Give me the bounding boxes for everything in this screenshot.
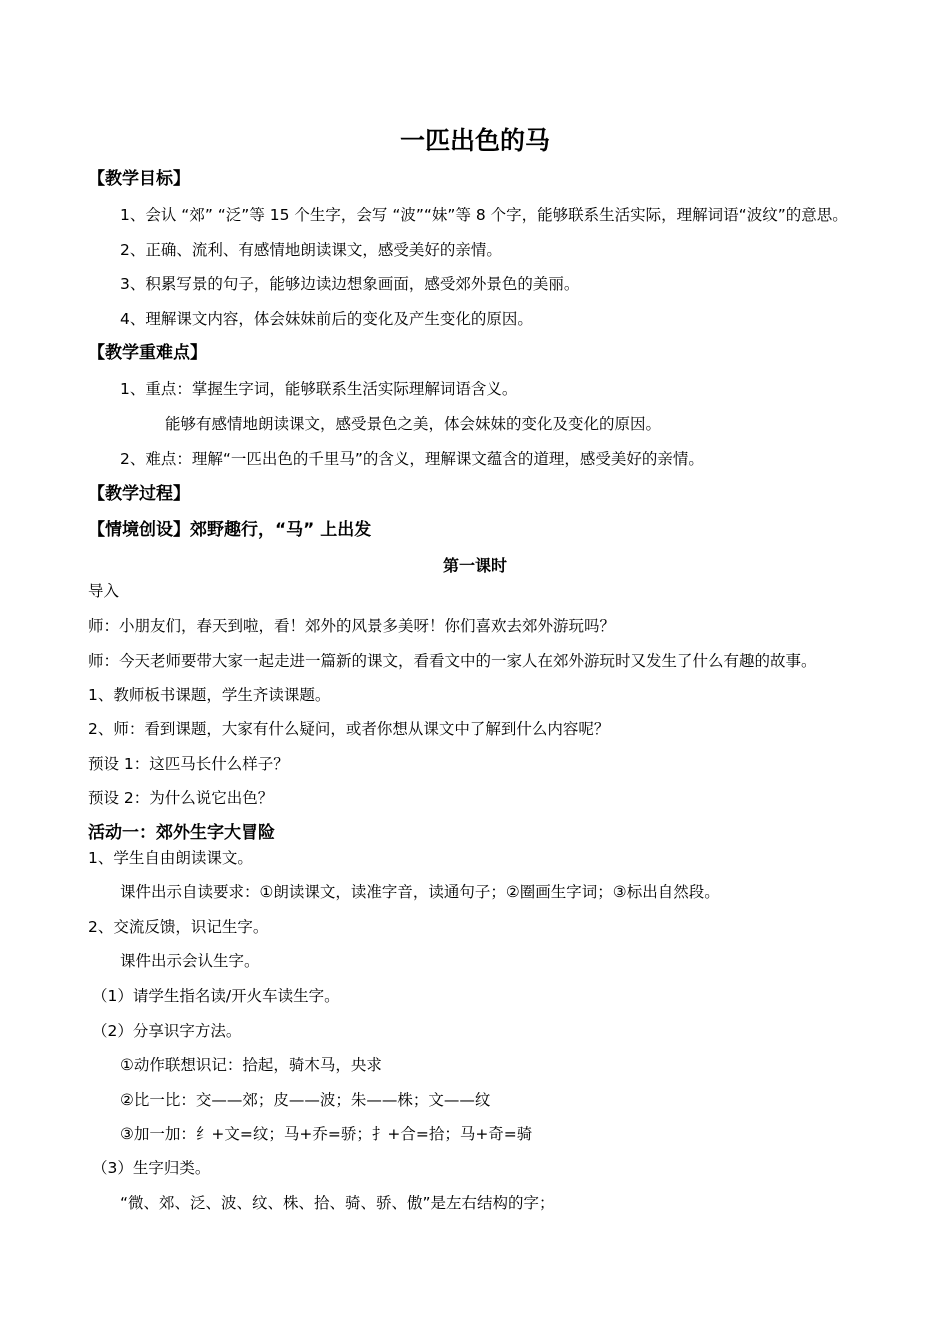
activity-line: （2）分享识字方法。	[92, 1022, 242, 1040]
heading-teaching-goals: 【教学目标】	[88, 169, 190, 189]
scenario-heading: 【情境创设】郊野趣行，“马” 上出发	[88, 520, 372, 540]
process-line: 师：今天老师要带大家一起走进一篇新的课文，看看文中的一家人在郊外游玩时又发生了什么有趣的故事。	[88, 652, 817, 670]
activity-line: 课件出示自读要求：①朗读课文，读准字音，读通句子；②圈画生字词；③标出自然段。	[120, 883, 720, 901]
goal-item: 4、理解课文内容，体会妹妹前后的变化及产生变化的原因。	[120, 310, 533, 328]
activity-line: 1、学生自由朗读课文。	[88, 849, 253, 867]
activity-line: （3）生字归类。	[92, 1159, 211, 1177]
activity-line: 2、交流反馈，识记生字。	[88, 918, 269, 936]
key-point-item: 能够有感情地朗读课文，感受景色之美，体会妹妹的变化及变化的原因。	[165, 415, 662, 433]
process-line: 预设 2：为什么说它出色？	[88, 789, 274, 807]
lesson-heading: 第一课时	[442, 556, 507, 575]
goal-item: 2、正确、流利、有感情地朗读课文，感受美好的亲情。	[120, 241, 502, 259]
heading-teaching-process: 【教学过程】	[88, 484, 190, 504]
goal-item: 1、会认 “郊” “泛”等 15 个生字，会写 “波”“妹”等 8 个字，能够联系生活实际，理解词语“波纹”的意思。	[120, 206, 848, 224]
key-point-item: 1、重点：掌握生字词，能够联系生活实际理解词语含义。	[120, 380, 518, 398]
process-line: 2、师：看到课题，大家有什么疑问，或者你想从课文中了解到什么内容呢？	[88, 720, 610, 738]
key-point-item: 2、难点：理解“一匹出色的千里马”的含义，理解课文蕴含的道理，感受美好的亲情。	[120, 450, 704, 468]
goal-item: 3、积累写景的句子，能够边读边想象画面，感受郊外景色的美丽。	[120, 275, 580, 293]
intro-label: 导入	[88, 582, 120, 600]
activity-line: ①动作联想识记：拾起，骑木马，央求	[120, 1056, 382, 1074]
activity-line: “微、郊、泛、波、纹、株、拾、骑、骄、傲”是左右结构的字；	[120, 1194, 555, 1212]
activity-line: （1）请学生指名读/开火车读生字。	[92, 987, 340, 1005]
process-line: 1、教师板书课题，学生齐读课题。	[88, 686, 331, 704]
process-line: 师：小朋友们，春天到啦，看！郊外的风景多美呀！你们喜欢去郊外游玩吗？	[88, 617, 616, 635]
document-title: 一匹出色的马	[399, 126, 550, 155]
activity-line: ③加一加：纟+文=纹；马+乔=骄；扌+合=拾；马+奇=骑	[120, 1125, 533, 1143]
activity-line: 课件出示会认生字。	[120, 952, 260, 970]
activity-heading: 活动一：郊外生字大冒险	[88, 823, 275, 843]
activity-line: ②比一比：交——郊；皮——波；朱——株；文——纹	[120, 1091, 491, 1109]
process-line: 预设 1：这匹马长什么样子？	[88, 755, 289, 773]
heading-key-points: 【教学重难点】	[88, 343, 207, 363]
